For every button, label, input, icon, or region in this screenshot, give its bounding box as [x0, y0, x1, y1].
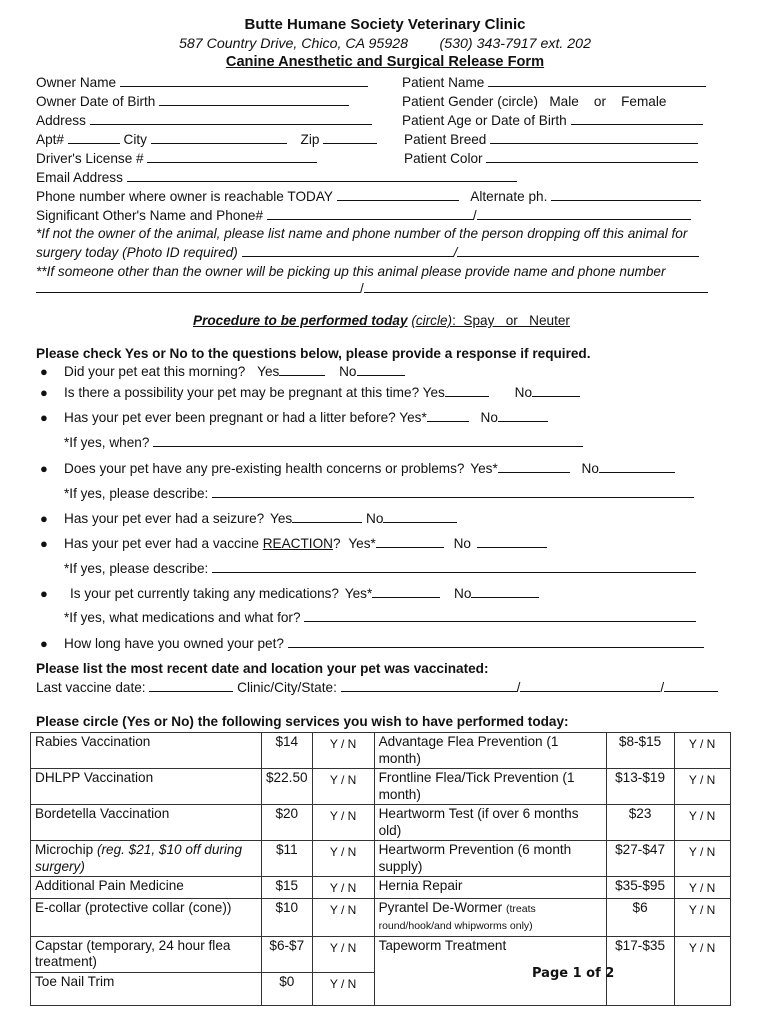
- service-name: Heartworm Prevention (6 month supply): [374, 841, 606, 877]
- not-owner-note-text: surgery today (Photo ID required): [36, 245, 238, 260]
- question-meds-text: Is your pet currently taking any medications?: [70, 586, 339, 601]
- procedure-options[interactable]: : Spay or Neuter: [452, 313, 570, 328]
- table-row: [31, 898, 731, 936]
- service-price: [606, 936, 674, 1005]
- phone-today-row: [36, 188, 701, 205]
- no-label: No: [480, 410, 498, 425]
- service-yn[interactable]: Y / N: [312, 733, 374, 769]
- bullet-icon: ●: [40, 461, 48, 476]
- bullet-icon: ●: [40, 586, 48, 601]
- service-name: [374, 898, 606, 936]
- service-price: $23: [606, 805, 674, 841]
- clinic-address: 587 Country Drive, Chico, CA 95928 (530) 343-7917 ext. 202: [179, 36, 591, 52]
- owner-name-row: [36, 74, 368, 91]
- litter-when-row: [64, 434, 583, 451]
- service-price: $0: [262, 972, 313, 1005]
- pickup-row: /: [36, 280, 708, 297]
- service-name-text: Microchip: [35, 842, 94, 857]
- form-title: Canine Anesthetic and Surgical Release Form: [225, 54, 545, 70]
- service-yn[interactable]: Y / N: [312, 877, 374, 899]
- license-field[interactable]: [147, 150, 317, 163]
- question-seizure: [64, 510, 457, 527]
- if-describe-label: *If yes, please describe:: [64, 486, 209, 501]
- pickup-phone-field[interactable]: [364, 280, 708, 293]
- service-name: Advantage Flea Prevention (1 month): [374, 733, 606, 769]
- last-vaccine-field[interactable]: [149, 679, 233, 692]
- service-name-text: Tapeworm Treatment: [378, 937, 507, 953]
- zip-field[interactable]: [323, 131, 377, 144]
- vaccination-row: Last vaccine date: Clinic/City/State: / /: [36, 679, 718, 696]
- no-label: No: [453, 536, 471, 551]
- email-label: Email Address: [36, 170, 123, 185]
- service-yn[interactable]: Y / N: [312, 841, 374, 877]
- question-pregnant-text: Is there a possibility your pet may be pregnant at this time?: [64, 385, 420, 400]
- service-price: $27-$47: [606, 841, 674, 877]
- procedure-row: [193, 312, 570, 329]
- question-litter-text: Has your pet ever been pregnant or had a litter before?: [64, 410, 396, 425]
- service-price: $14: [262, 733, 313, 769]
- litter-no-field[interactable]: [498, 409, 548, 422]
- service-yn[interactable]: Y / N: [674, 877, 730, 899]
- litter-yes-field[interactable]: [427, 409, 469, 422]
- service-yn[interactable]: Y / N: [674, 898, 730, 936]
- seizure-no-field[interactable]: [383, 510, 457, 523]
- apt-field[interactable]: [68, 131, 120, 144]
- last-vaccine-label: Last vaccine date:: [36, 680, 146, 695]
- patient-name-row: [402, 74, 706, 91]
- pregnant-no-field[interactable]: [532, 384, 580, 397]
- bullet-icon: ●: [40, 385, 48, 400]
- yes-label: Yes*: [470, 461, 498, 476]
- question-health: [64, 460, 675, 477]
- service-yn[interactable]: Y / N: [674, 769, 730, 805]
- eat-yes-field[interactable]: [279, 363, 325, 376]
- no-label: No: [454, 586, 472, 601]
- vaccine-clinic-field[interactable]: [341, 679, 517, 692]
- sig-other-label: Significant Other's Name and Phone#: [36, 208, 264, 223]
- sig-other-name-field[interactable]: [267, 207, 473, 220]
- health-describe-field[interactable]: [212, 485, 694, 498]
- patient-breed-field[interactable]: [490, 131, 698, 144]
- question-eat: [64, 363, 405, 380]
- service-name: Additional Pain Medicine: [31, 877, 262, 899]
- patient-gender[interactable]: Patient Gender (circle) Male or Female: [402, 94, 667, 109]
- patient-name-label: Patient Name: [402, 75, 485, 90]
- service-yn[interactable]: Y / N: [312, 805, 374, 841]
- procedure-circle: (circle): [411, 313, 453, 328]
- health-describe-row: [64, 485, 694, 502]
- license-label: Driver's License #: [36, 151, 144, 166]
- service-name-text: Pyrantel De-Wormer: [378, 899, 503, 915]
- no-label: No: [366, 511, 384, 526]
- dropoff-phone-field[interactable]: [457, 244, 699, 257]
- service-name: Hernia Repair: [374, 877, 606, 899]
- phone-today-field[interactable]: [337, 188, 459, 201]
- service-yn[interactable]: Y / N: [674, 733, 730, 769]
- services-heading: Please circle (Yes or No) the following services you wish to have performed today:: [36, 714, 569, 729]
- if-describe-label: *If yes, please describe:: [64, 561, 209, 576]
- if-when-label: *If yes, when?: [64, 435, 150, 450]
- clinic-name: Butte Humane Society Veterinary Clinic: [244, 16, 526, 33]
- service-price: $11: [262, 841, 313, 877]
- patient-breed-row: [404, 131, 698, 148]
- alt-phone-label: Alternate ph.: [470, 189, 548, 204]
- owner-dob-row: [36, 93, 349, 110]
- service-price: $15: [262, 877, 313, 899]
- email-row: [36, 169, 517, 186]
- bullet-icon: ●: [40, 511, 48, 526]
- vaccine-describe-row: [64, 560, 696, 577]
- services-table: [30, 732, 731, 1006]
- service-price: $10: [262, 898, 313, 936]
- patient-breed-label: Patient Breed: [404, 132, 487, 147]
- question-owned: [64, 635, 704, 652]
- sig-other-phone-field[interactable]: [477, 207, 691, 220]
- table-row: [31, 805, 731, 841]
- service-name: Rabies Vaccination: [31, 733, 262, 769]
- service-price: $22.50: [262, 769, 313, 805]
- service-price: $20: [262, 805, 313, 841]
- reaction-word: REACTION: [262, 536, 333, 551]
- if-meds-label: *If yes, what medications and what for?: [64, 610, 301, 625]
- service-name: Toe Nail Trim: [31, 972, 262, 1005]
- meds-no-field[interactable]: [471, 585, 539, 598]
- page-number: Page 1 of 2: [532, 966, 615, 981]
- question-litter: [64, 409, 548, 426]
- eat-no-field[interactable]: [357, 363, 405, 376]
- no-label: No: [339, 364, 357, 379]
- question-meds: [70, 585, 539, 602]
- vaccination-heading: Please list the most recent date and location your pet was vaccinated:: [36, 661, 489, 676]
- vaccine-yes-field[interactable]: [376, 535, 444, 548]
- question-health-text: Does your pet have any pre-existing health concerns or problems?: [64, 461, 465, 476]
- table-row: [31, 733, 731, 769]
- sig-other-row: Significant Other's Name and Phone# /: [36, 207, 691, 224]
- question-eat-text: Did your pet eat this morning?: [64, 364, 246, 379]
- service-name: Heartworm Test (if over 6 months old): [374, 805, 606, 841]
- service-name: Capstar (temporary, 24 hour flea treatment): [31, 936, 262, 972]
- patient-age-label: Patient Age or Date of Birth: [402, 113, 567, 128]
- yes-label: Yes: [422, 385, 445, 400]
- service-name: Frontline Flea/Tick Prevention (1 month): [374, 769, 606, 805]
- vaccine-describe-field[interactable]: [212, 560, 696, 573]
- service-yn[interactable]: Y / N: [312, 898, 374, 936]
- email-field[interactable]: [127, 169, 517, 182]
- no-label: No: [514, 385, 533, 400]
- bullet-icon: ●: [40, 364, 48, 379]
- bullet-icon: ●: [40, 536, 48, 551]
- alt-phone-field[interactable]: [551, 188, 701, 201]
- service-yn[interactable]: Y / N: [312, 972, 374, 1005]
- yes-label: Yes*: [344, 586, 373, 601]
- owner-address-label: Address: [36, 113, 86, 128]
- service-name: E-collar (protective collar (cone)): [31, 898, 262, 936]
- vaccine-clinic-label: Clinic/City/State:: [237, 680, 337, 695]
- seizure-yes-field[interactable]: [292, 510, 362, 523]
- service-yn[interactable]: Y / N: [312, 936, 374, 972]
- phone-today-label: Phone number where owner is reachable TODAY: [36, 189, 333, 204]
- no-label: No: [581, 461, 599, 476]
- yes-label: Yes: [257, 364, 280, 379]
- vaccine-city-field[interactable]: [520, 679, 660, 692]
- bullet-icon: ●: [40, 410, 48, 425]
- service-name: Bordetella Vaccination: [31, 805, 262, 841]
- dropoff-name-field[interactable]: [242, 244, 454, 257]
- yes-label: Yes*: [399, 410, 427, 425]
- question-vaccine: [64, 535, 547, 552]
- table-row: [31, 877, 731, 899]
- bullet-icon: ●: [40, 636, 48, 651]
- litter-when-field[interactable]: [153, 434, 583, 447]
- service-note: (reg. $21, $10 off during surgery): [35, 842, 243, 874]
- vaccine-state-field[interactable]: [664, 679, 718, 692]
- question-vaccine-text: Has your pet ever had a vaccine: [64, 536, 259, 551]
- city-field[interactable]: [151, 131, 287, 144]
- owner-dob-label: Owner Date of Birth: [36, 94, 156, 109]
- apt-label: Apt#: [36, 132, 64, 147]
- service-yn-text[interactable]: Y / N: [688, 940, 716, 955]
- patient-color-row: [404, 150, 698, 167]
- service-price: $35-$95: [606, 877, 674, 899]
- not-owner-note-2: surgery today (Photo ID required) /: [36, 244, 699, 261]
- patient-age-field[interactable]: [571, 112, 703, 125]
- vaccine-no-field[interactable]: [477, 535, 547, 548]
- meds-describe-row: [64, 609, 696, 626]
- questions-intro: Please check Yes or No to the questions below, please provide a response if required.: [36, 346, 591, 361]
- health-no-field[interactable]: [599, 460, 675, 473]
- pregnant-yes-field[interactable]: [445, 384, 489, 397]
- pickup-name-field[interactable]: [36, 280, 360, 293]
- zip-label: Zip: [300, 132, 320, 147]
- meds-describe-field[interactable]: [304, 609, 696, 622]
- question-pregnant: [64, 384, 580, 401]
- owner-apt-row: [36, 131, 377, 148]
- service-note: (treats round/hook/and whipworms only): [378, 902, 536, 932]
- yes-label: Yes: [270, 511, 293, 526]
- pickup-note: **If someone other than the owner will be picking up this animal please provide name and phone number: [36, 264, 666, 279]
- question-seizure-text: Has your pet ever had a seizure?: [64, 511, 265, 526]
- health-yes-field[interactable]: [498, 460, 570, 473]
- owner-dob-field[interactable]: [159, 93, 349, 106]
- service-price: $13-$19: [606, 769, 674, 805]
- owner-name-label: Owner Name: [36, 75, 117, 90]
- service-price-text: $17-$35: [615, 937, 666, 953]
- service-price: $6-$7: [262, 936, 313, 972]
- service-yn[interactable]: Y / N: [312, 769, 374, 805]
- service-yn[interactable]: [674, 936, 730, 1005]
- patient-age-row: [402, 112, 703, 129]
- owned-field[interactable]: [288, 635, 704, 648]
- patient-color-label: Patient Color: [404, 151, 483, 166]
- question-mark: ?: [332, 536, 341, 551]
- procedure-label: Procedure to be performed today: [193, 313, 408, 328]
- owner-name-field[interactable]: [120, 74, 368, 87]
- owner-address-row: [36, 112, 372, 129]
- table-row: [31, 841, 731, 877]
- service-price: $8-$15: [606, 733, 674, 769]
- question-owned-text: How long have you owned your pet?: [64, 636, 284, 651]
- yes-label: Yes*: [348, 536, 376, 551]
- table-row: [31, 769, 731, 805]
- service-price: $6: [606, 898, 674, 936]
- license-row: [36, 150, 317, 167]
- meds-yes-field[interactable]: [372, 585, 440, 598]
- patient-name-field[interactable]: [488, 74, 706, 87]
- service-yn[interactable]: Y / N: [674, 805, 730, 841]
- not-owner-note: *If not the owner of the animal, please list name and phone number of the person dropping off this animal for: [36, 226, 688, 241]
- service-yn[interactable]: Y / N: [674, 841, 730, 877]
- owner-address-field[interactable]: [90, 112, 372, 125]
- city-label: City: [123, 132, 147, 147]
- patient-color-field[interactable]: [486, 150, 698, 163]
- table-row: [31, 936, 731, 972]
- service-name: DHLPP Vaccination: [31, 769, 262, 805]
- service-name: [31, 841, 262, 877]
